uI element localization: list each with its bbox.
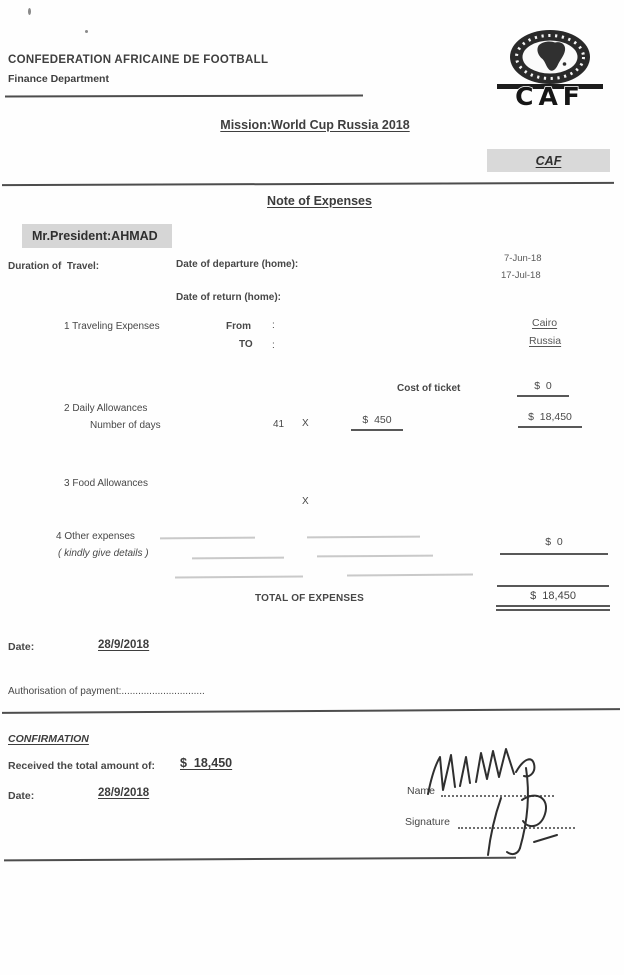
other-expenses-value: $ 0 — [500, 536, 608, 555]
caf-box-label: CAF — [535, 154, 562, 168]
to-value: Russia — [529, 335, 562, 347]
form-title: Note of Expenses — [267, 194, 372, 208]
blank-line — [347, 574, 473, 577]
org-name: CONFEDERATION AFRICAINE DE FOOTBALL — [8, 54, 269, 66]
to-colon: : — [272, 340, 275, 351]
total-rule-top — [497, 585, 609, 587]
confirmation-date-label: Date: — [8, 790, 35, 802]
item4-note: ( kindly give details ) — [58, 548, 149, 559]
handwritten-signature — [398, 742, 583, 860]
signature-label: Signature — [405, 816, 450, 828]
mission-title: Mission:World Cup Russia 2018 — [220, 118, 410, 132]
number-of-days-label: Number of days — [90, 420, 161, 431]
blank-line — [192, 557, 284, 560]
recipient-highlight — [22, 224, 172, 248]
blank-line — [160, 537, 255, 540]
scan-artifact — [28, 8, 31, 15]
recipient-name: Mr.President:AHMAD — [32, 229, 158, 243]
cost-of-ticket-label: Cost of ticket — [397, 383, 461, 394]
from-label: From — [226, 321, 251, 332]
daily-allowance-total: $ 18,450 — [518, 411, 582, 428]
confirmation-title: CONFIRMATION — [8, 733, 89, 745]
received-value: $ 18,450 — [180, 756, 233, 770]
multiply-sign: X — [302, 418, 309, 429]
from-colon: : — [272, 320, 275, 331]
item4-label: 4 Other expenses — [56, 531, 135, 542]
blank-line — [317, 555, 433, 558]
total-rule-bottom-1 — [496, 605, 610, 607]
departure-date: 7-Jun-18 — [504, 253, 542, 264]
from-value: Cairo — [532, 317, 558, 329]
name-label: Name — [407, 785, 436, 797]
section-rule-middle — [2, 708, 620, 714]
return-date: 17-Jul-18 — [501, 270, 541, 281]
blank-line — [307, 536, 420, 539]
date-value: 28/9/2018 — [98, 639, 150, 651]
duration-label: Duration of Travel: — [8, 261, 100, 272]
item1-label: 1 Traveling Expenses — [64, 321, 160, 332]
logo-caf-text: CAF — [515, 82, 585, 111]
departure-label: Date of departure (home): — [176, 259, 299, 270]
return-label: Date of return (home): — [176, 292, 281, 303]
received-label: Received the total amount of: — [8, 760, 156, 772]
blank-line — [175, 576, 303, 579]
date-label: Date: — [8, 641, 35, 653]
number-of-days-value: 41 — [273, 419, 285, 430]
caf-box — [487, 149, 610, 172]
total-rule-bottom-2 — [496, 609, 610, 611]
total-value: $ 18,450 — [530, 590, 576, 602]
item3-multiply-sign: X — [302, 496, 309, 507]
department-name: Finance Department — [8, 73, 109, 85]
scan-artifact — [85, 30, 88, 33]
caf-logo — [492, 24, 608, 110]
confirmation-date-value: 28/9/2018 — [98, 787, 150, 799]
section-rule-bottom — [4, 857, 516, 862]
item2-label: 2 Daily Allowances — [64, 403, 148, 414]
to-label: TO — [239, 339, 253, 350]
daily-rate-value: $ 450 — [351, 414, 403, 431]
section-rule-top — [2, 182, 614, 186]
header-rule — [5, 95, 363, 98]
total-label: TOTAL OF EXPENSES — [255, 593, 364, 604]
item3-label: 3 Food Allowances — [64, 478, 148, 489]
cost-of-ticket-value: $ 0 — [517, 380, 569, 397]
authorisation-label: Authorisation of payment:.............................. — [8, 686, 205, 697]
